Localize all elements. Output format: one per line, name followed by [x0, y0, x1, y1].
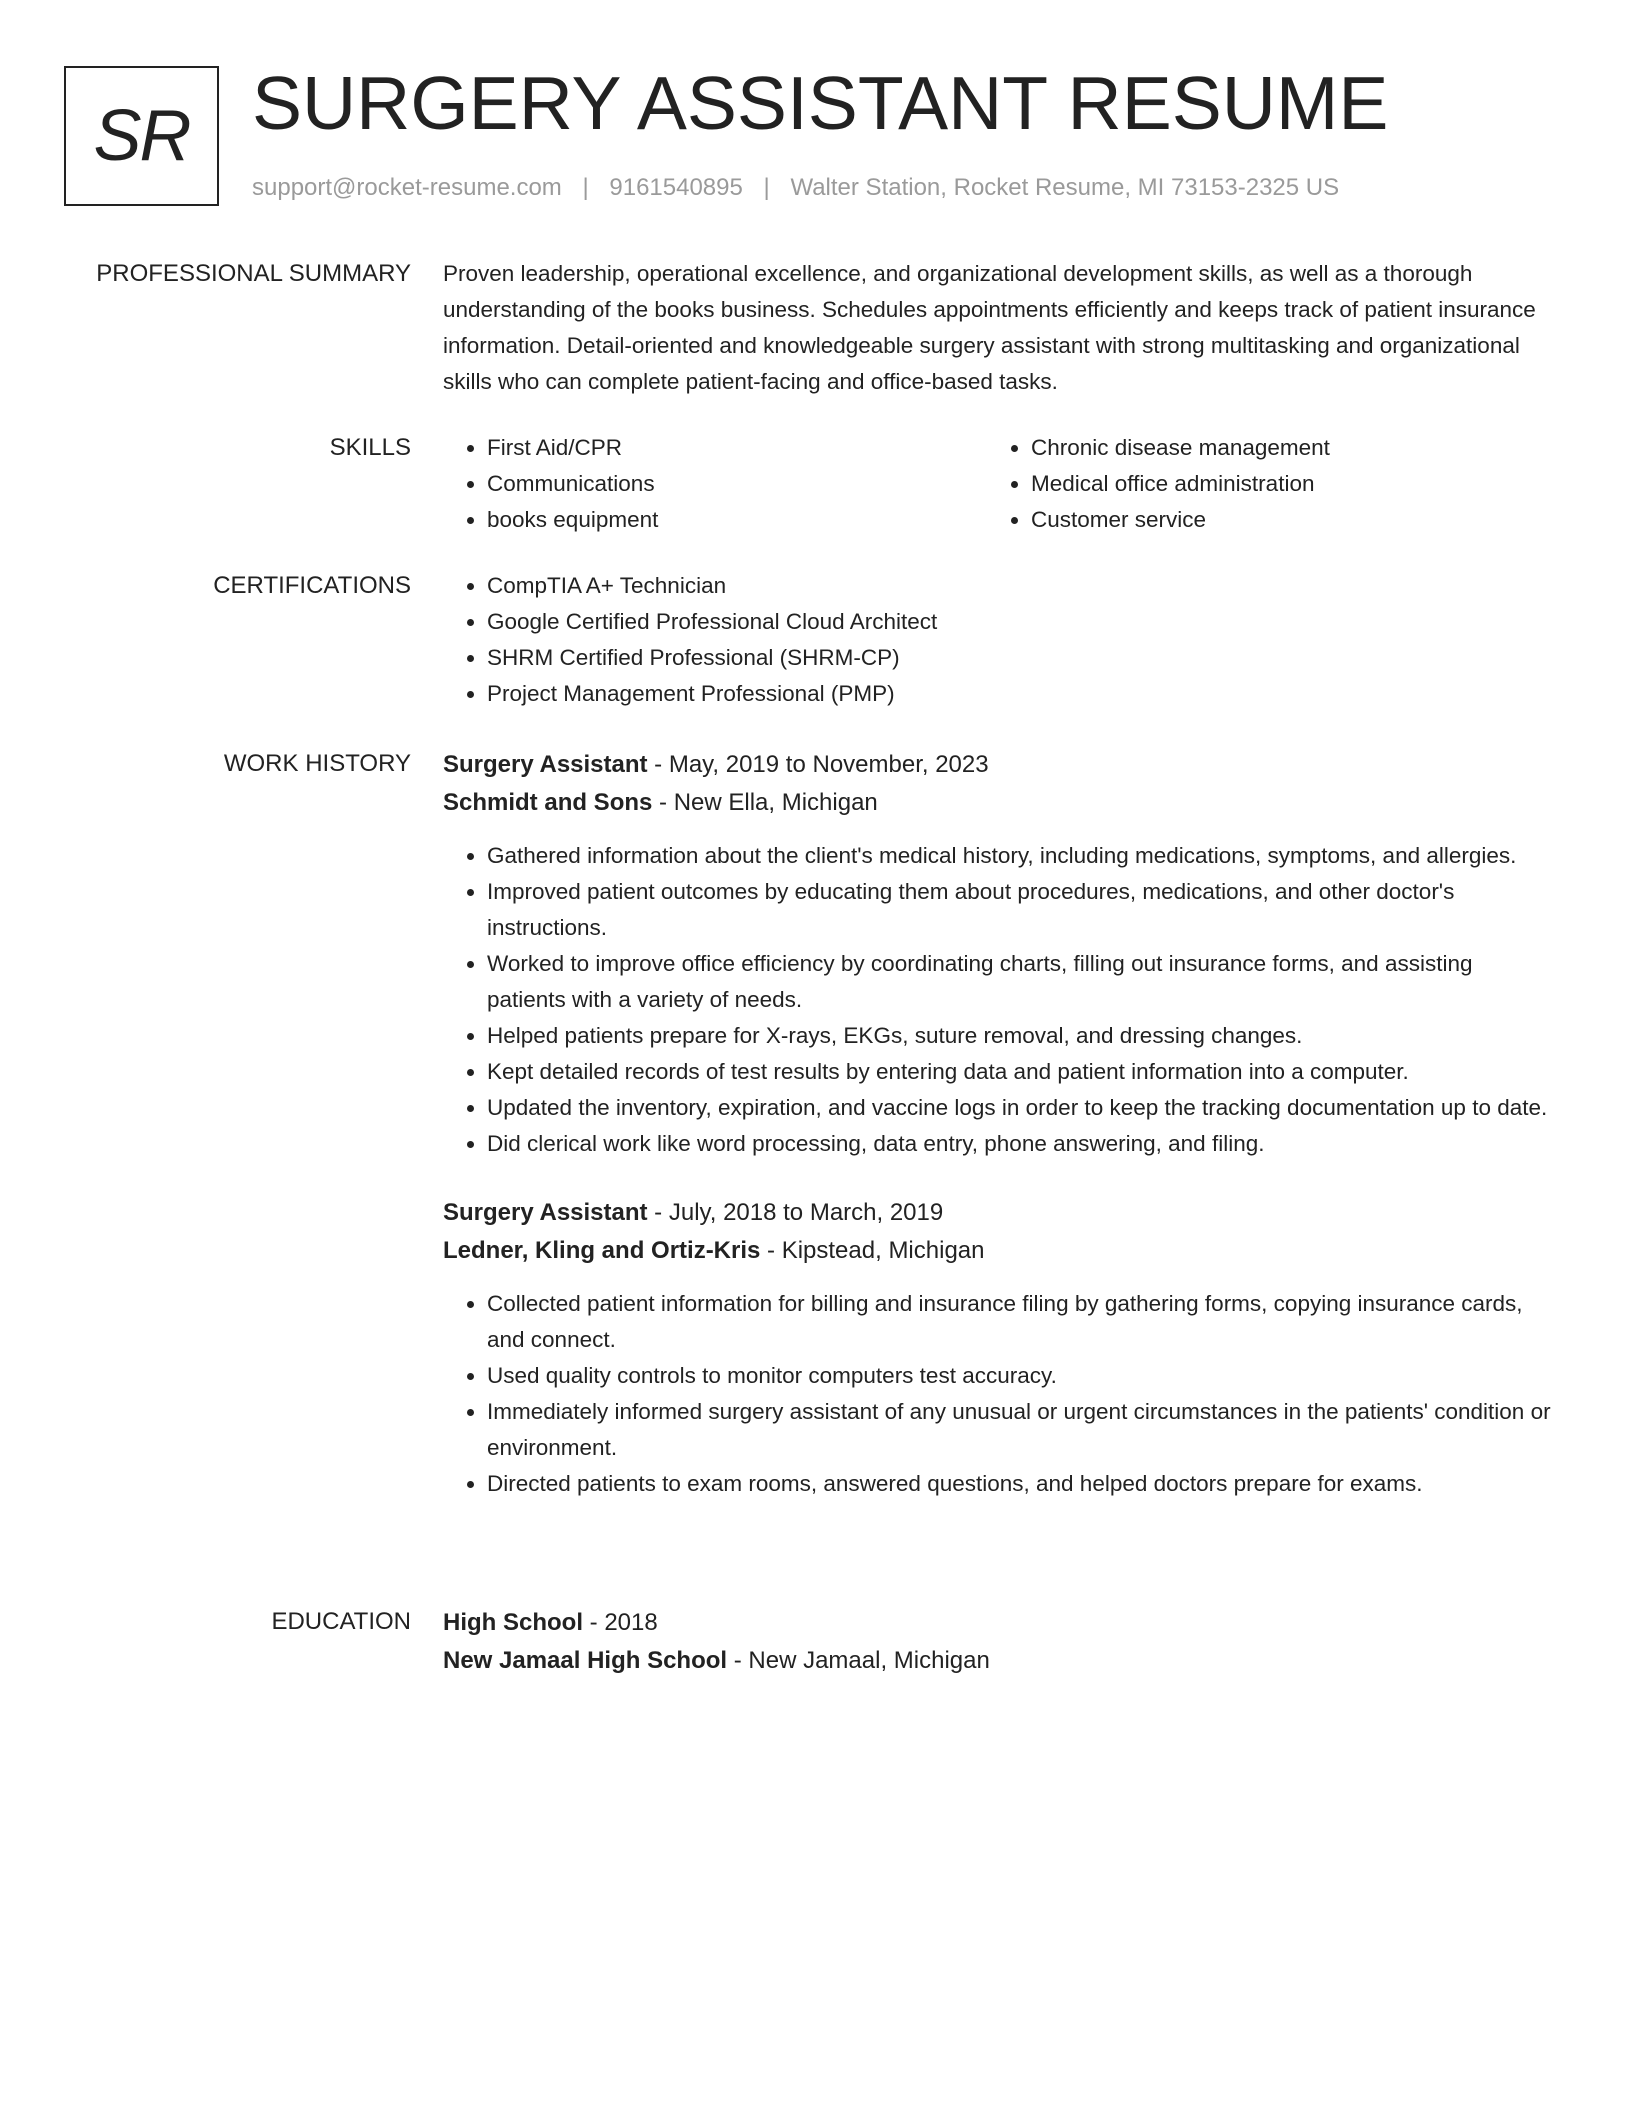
monogram-box — [64, 66, 219, 206]
job-duty-item: • Updated the inventory, expiration, and vaccine logs in order to keep the tracking documentation up to date. — [487, 1090, 1553, 1126]
job-title-line — [443, 1194, 1553, 1232]
job-entry — [443, 1194, 1553, 1502]
skills-list-left — [443, 430, 987, 538]
job-duty-item: • Improved patient outcomes by educating them about procedures, medications, and other doctor's instructions. — [487, 874, 1553, 946]
skill-item: • books equipment — [487, 502, 987, 538]
job-title-line — [443, 746, 1553, 784]
job-company-line — [443, 784, 1553, 822]
skill-item: • Customer service — [1031, 502, 1531, 538]
section-label-work-history: WORK HISTORY — [223, 750, 411, 777]
job-company: Ledner, Kling and Ortiz-Kris — [443, 1237, 761, 1264]
job-duty-item: • Helped patients prepare for X-rays, EKGs, suture removal, and dressing changes. — [487, 1018, 1553, 1054]
certification-item: • Google Certified Professional Cloud Architect — [487, 604, 1553, 640]
skills-list-right — [987, 430, 1531, 538]
section-label-skills: SKILLS — [329, 434, 411, 461]
job-duty-item: • Collected patient information for billing and insurance filing by gathering forms, copying insurance cards, and connect. — [487, 1286, 1553, 1358]
job-title: Surgery Assistant — [443, 1199, 648, 1226]
job-duty-item: • Did clerical work like word processing, data entry, phone answering, and filing. — [487, 1126, 1553, 1162]
contact-line — [252, 172, 1339, 204]
education-year: - 2018 — [583, 1609, 658, 1636]
job-dates: - July, 2018 to March, 2019 — [647, 1199, 944, 1226]
job-company: Schmidt and Sons — [443, 789, 653, 816]
education-degree: High School — [443, 1609, 583, 1636]
job-location: - Kipstead, Michigan — [760, 1237, 985, 1264]
section-label-summary: PROFESSIONAL SUMMARY — [96, 260, 411, 287]
contact-email: support@rocket-resume.com — [252, 174, 562, 201]
contact-separator: | — [582, 174, 589, 201]
certification-item: • Project Management Professional (PMP) — [487, 676, 1553, 712]
job-dates: - May, 2019 to November, 2023 — [647, 751, 989, 778]
skill-item: • Medical office administration — [1031, 466, 1531, 502]
education-school-line — [443, 1642, 1553, 1680]
job-entry — [443, 746, 1553, 1162]
section-label-certifications: CERTIFICATIONS — [213, 572, 411, 599]
contact-separator: | — [763, 174, 770, 201]
certifications-list — [443, 568, 1553, 712]
job-location: - New Ella, Michigan — [652, 789, 878, 816]
skill-item: • First Aid/CPR — [487, 430, 987, 466]
job-title: Surgery Assistant — [443, 751, 648, 778]
job-duty-item: • Immediately informed surgery assistant of any unusual or urgent circumstances in the patients' condition or environment. — [487, 1394, 1553, 1466]
summary-body — [443, 256, 1553, 400]
section-label-education: EDUCATION — [271, 1608, 411, 1635]
job-duties-list — [443, 838, 1553, 1162]
certifications-body — [443, 568, 1553, 712]
contact-phone: 9161540895 — [609, 174, 743, 201]
job-duty-item: • Directed patients to exam rooms, answered questions, and helped doctors prepare for exams. — [487, 1466, 1553, 1502]
work-history-body — [443, 746, 1553, 1502]
monogram-initials: SR — [93, 96, 190, 176]
education-school: New Jamaal High School — [443, 1647, 728, 1674]
skill-item: • Communications — [487, 466, 987, 502]
job-duties-list — [443, 1286, 1553, 1502]
job-duty-item: • Worked to improve office efficiency by coordinating charts, filling out insurance forms, and assisting patients with a variety of needs. — [487, 946, 1553, 1018]
job-duty-item: • Kept detailed records of test results by entering data and patient information into a computer. — [487, 1054, 1553, 1090]
certification-item: • CompTIA A+ Technician — [487, 568, 1553, 604]
contact-address: Walter Station, Rocket Resume, MI 73153-2325 US — [790, 174, 1340, 201]
education-location: - New Jamaal, Michigan — [727, 1647, 990, 1674]
job-duty-item: • Used quality controls to monitor computers test accuracy. — [487, 1358, 1553, 1394]
job-duty-item: • Gathered information about the client's medical history, including medications, symptoms, and allergies. — [487, 838, 1553, 874]
job-company-line — [443, 1232, 1553, 1270]
certification-item: • SHRM Certified Professional (SHRM-CP) — [487, 640, 1553, 676]
education-body — [443, 1604, 1553, 1680]
skill-item: • Chronic disease management — [1031, 430, 1531, 466]
skills-body — [443, 430, 1553, 538]
resume-title: SURGERY ASSISTANT RESUME — [252, 61, 1389, 145]
education-degree-line — [443, 1604, 1553, 1642]
summary-text: Proven leadership, operational excellence, and organizational development skills, as well as a thorough understanding of the books business. Schedules appointments efficiently and keeps track of patient insurance information. Detail-oriented and knowledgeable surgery assistant with strong multitasking and organizational skills who can complete patient-facing and office-based tasks. — [443, 261, 1536, 394]
